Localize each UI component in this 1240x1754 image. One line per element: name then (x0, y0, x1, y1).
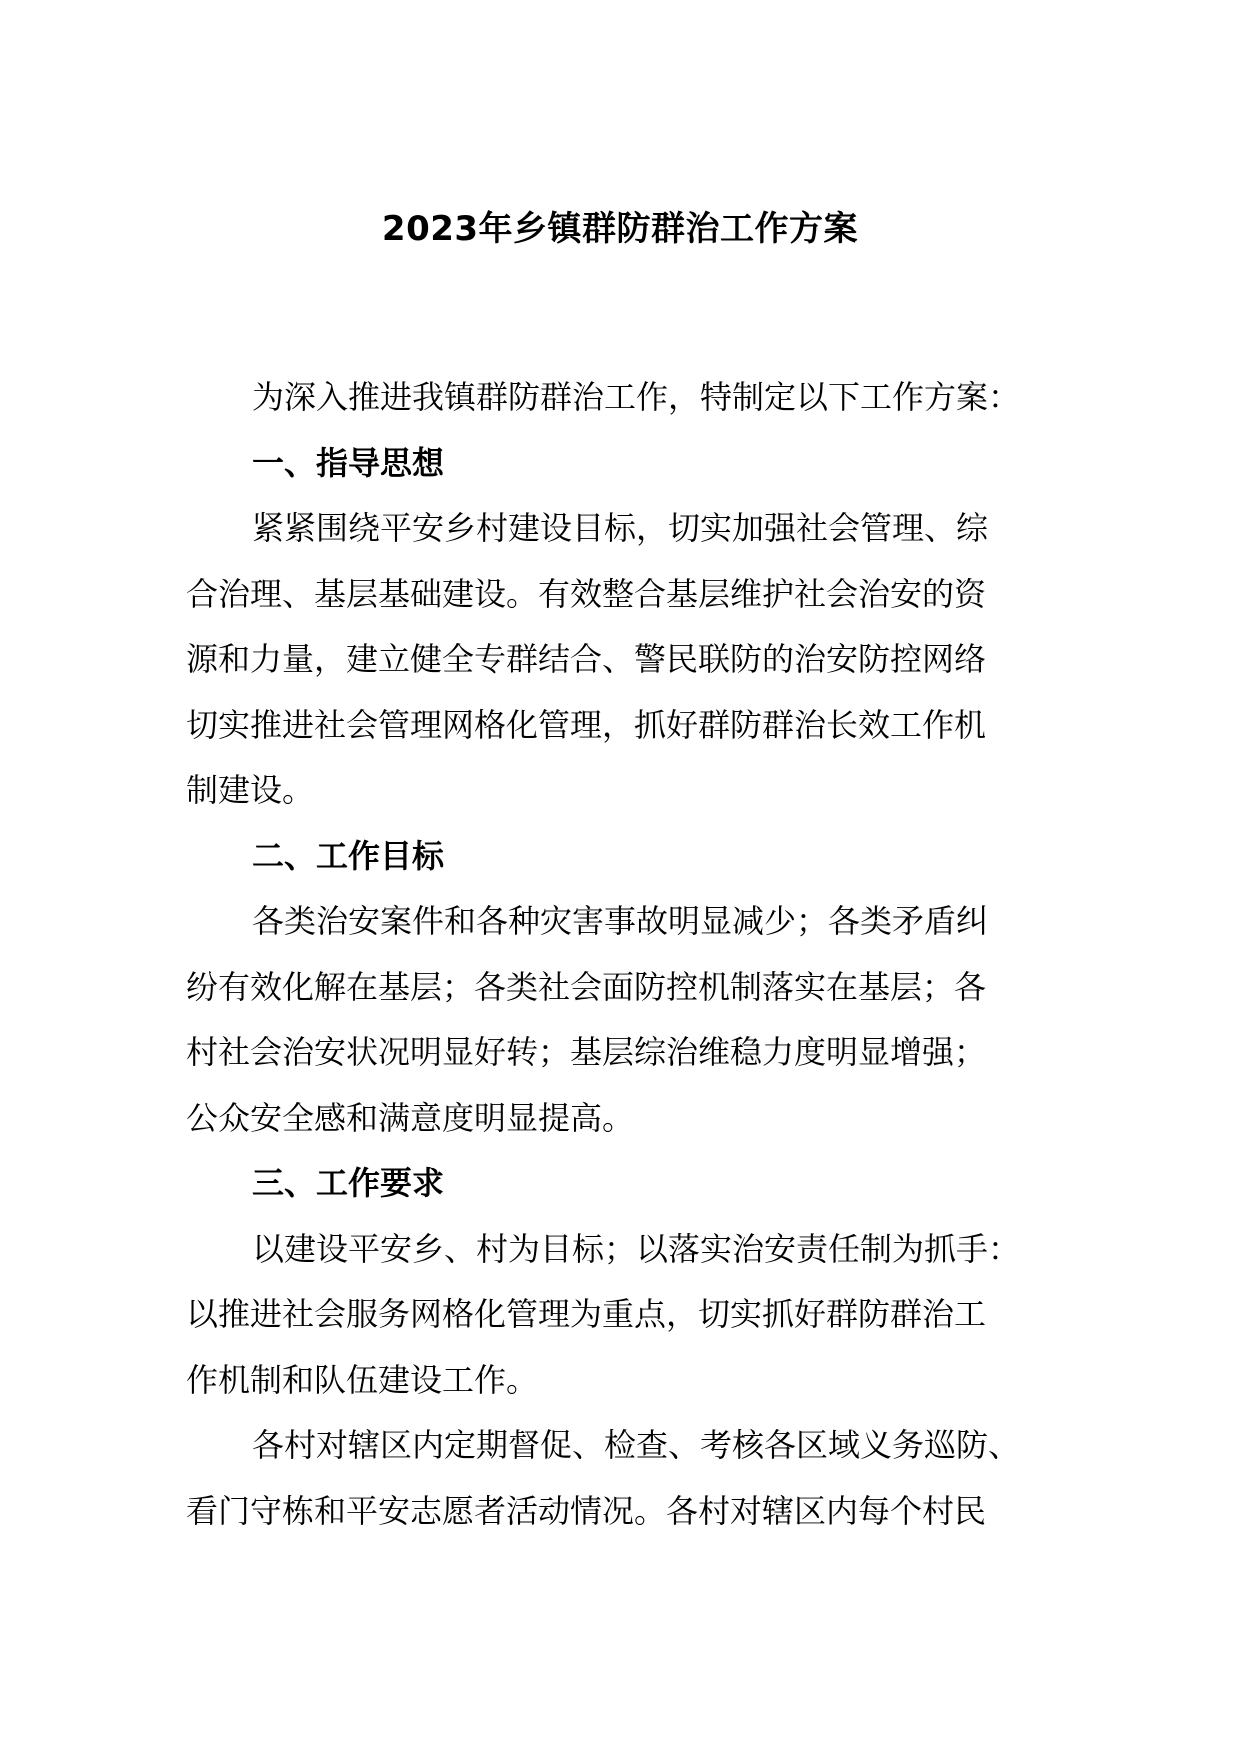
body-line: 源和力量，建立健全专群结合、警民联防的治安防控网络 (186, 640, 987, 678)
body-line: 各类治安案件和各种灾害事故明显减少；各类矛盾纠 (252, 902, 989, 940)
body-line: 看门守栋和平安志愿者活动情况。各村对辖区内每个村民 (186, 1491, 987, 1530)
body-line: 公众安全感和满意度明显提高。 (186, 1098, 635, 1137)
document-title: 2023年乡镇群防群治工作方案 (381, 209, 859, 249)
body-line: 纷有效化解在基层；各类社会面防控机制落实在基层；各 (186, 967, 987, 1006)
section-heading: 一、指导思想 (252, 443, 445, 482)
body-line: 紧紧围绕平安乡村建设目标，切实加强社会管理、综 (252, 509, 989, 547)
body-line: 合治理、基层基础建设。有效整合基层维护社会治安的资 (186, 574, 987, 613)
body-line: 村社会治安状况明显好转；基层综治维稳力度明显增强； (186, 1033, 987, 1071)
body-line: 各村对辖区内定期督促、检查、考核各区域义务巡防、 (252, 1426, 1021, 1464)
body-line: 作机制和队伍建设工作。 (186, 1360, 539, 1399)
document-body (186, 365, 1066, 1544)
body-line: 为深入推进我镇群防群治工作，特制定以下工作方案： (252, 378, 1021, 416)
body-line: 制建设。 (186, 771, 315, 809)
section-heading: 二、工作目标 (252, 836, 445, 875)
section-heading: 三、工作要求 (252, 1164, 445, 1202)
body-line: 以推进社会服务网格化管理为重点，切实抓好群防群治工 (186, 1295, 987, 1333)
body-line: 切实推进社会管理网格化管理，抓好群防群治长效工作机 (186, 705, 987, 744)
body-line: 以建设平安乡、村为目标；以落实治安责任制为抓手： (252, 1229, 1021, 1268)
